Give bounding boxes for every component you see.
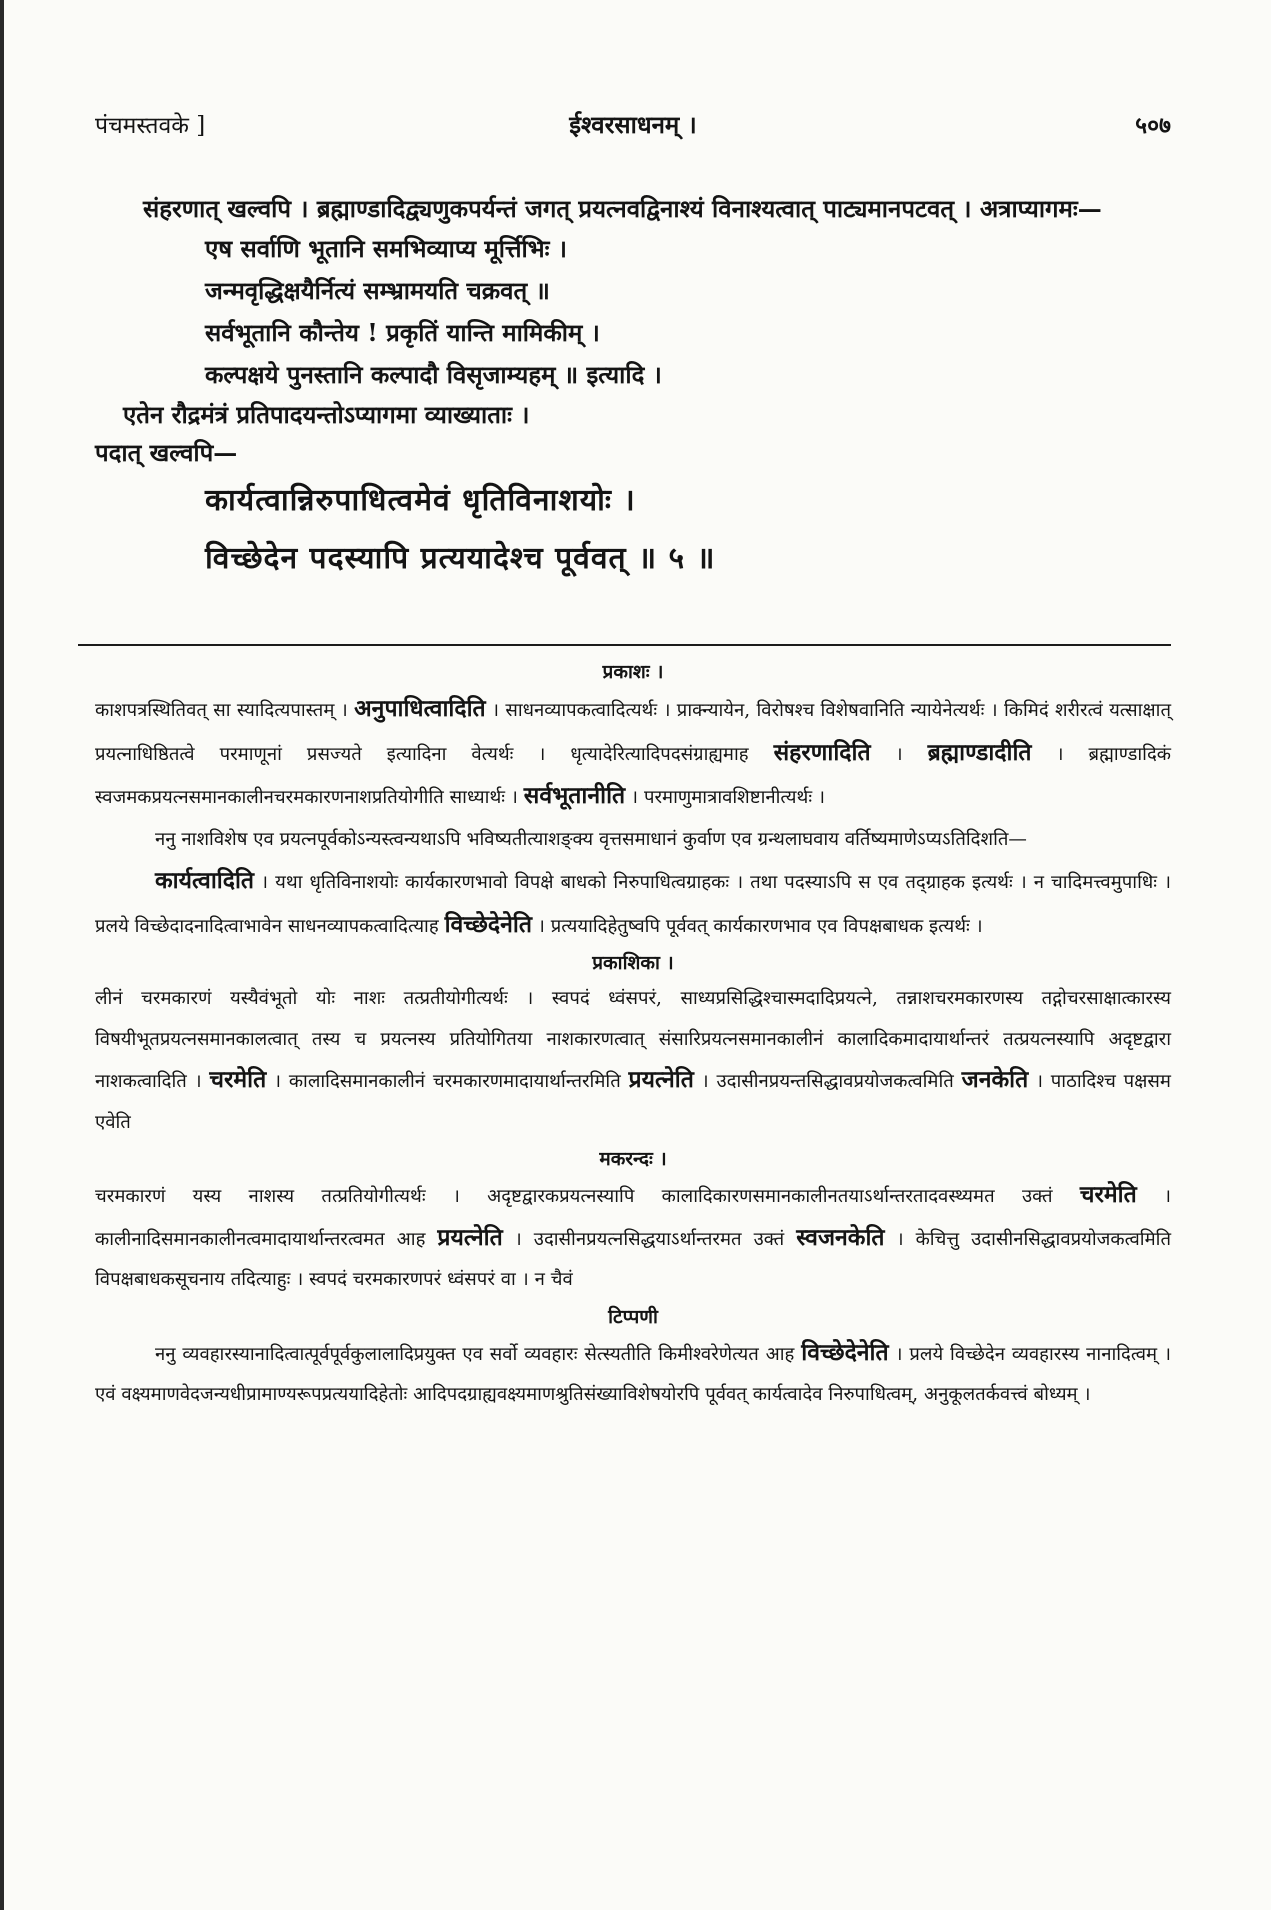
main-paragraph: पदात् खल्वपि— <box>95 438 238 467</box>
main-text <box>95 190 1171 588</box>
commentary-paragraph: कार्यत्वादिति । यथा धृतिविनाशयोः कार्यकारणभावो विपक्षे बाधको निरुपाधित्वग्राहकः । तथा पदस्याऽपि स एव तद्ग्राहक इत्यर्थः । न चादिमत्त्वमुपाधिः । प्रलये विच्छेदादनादित्वाभावेन साधनव्यापकत्वादित्याह विच्छेदेनेति । प्रत्ययादिहेतुष्वपि पूर्ववत् कार्यकारणभाव एव विपक्षबाधक इत्यर्थः । <box>95 867 1171 938</box>
page-number: ५०७ <box>1135 112 1171 139</box>
page-spine-edge <box>0 0 4 1910</box>
verse-line: एष सर्वाणि भूतानि समभिव्याप्य मूर्त्तिभिः । <box>205 234 567 263</box>
commentary-paragraph: चरमकारणं यस्य नाशस्य तत्प्रतियोगीत्यर्थः । अदृष्टद्वारकप्रयत्नस्यापि कालादिकारणसमानकालीनतयाऽर्थान्तरतादवस्थ्यमत उक्तं चरमेति । कालीनादिसमानकालीनत्वमादायार्थान्तरत्वमत आह प्रयत्नेति । उदासीनप्रयत्नसिद्धयाऽर्थान्तरमत उक्तं स्वजनकेति । केचित्तु उदासीनसिद्धावप्रयोजकत्वमिति विपक्षबाधकसूचनाय तदित्याहुः । स्वपदं चरमकारणपरं ध्वंसपरं वा । न चैवं <box>95 1181 1171 1290</box>
running-head <box>95 108 1171 148</box>
section-divider <box>78 644 1171 646</box>
main-paragraph: एतेन रौद्रमंत्रं प्रतिपादयन्तोऽप्यागमा व्याख्याताः । <box>123 400 530 429</box>
commentary-paragraph: काशपत्रस्थितिवत् सा स्यादित्यपास्तम् । अनुपाधित्वादिति । साधनव्यापकत्वादित्यर्थः । प्राक्न्यायेन, विरोषश्च विशेषवानिति न्यायेनेत्यर्थः । किमिदं शरीरत्वं यत्साक्षात् प्रयत्नाधिष्ठितत्वे परमाणूनां प्रसज्यते इत्यादिना वेत्यर्थः । धृत्यादेरित्यादिपदसंग्राह्यमाह संहरणादिति । ब्रह्माण्डादीति । ब्रह्माण्डादिकं स्वजमकप्रयत्नसमानकालीनचरमकारणनाशप्रतियोगीति साध्यार्थः । सर्वभूतानीति । परमाणुमात्रावशिष्टानीत्यर्थः । <box>95 695 1171 809</box>
commentary-heading: मकरन्दः । <box>599 1148 667 1170</box>
verse-line: जन्मवृद्धिक्षयैर्नित्यं सम्भ्रामयति चक्रवत् ॥ <box>205 276 550 305</box>
karika-line: कार्यत्वान्निरुपाधित्वमेवं धृतिविनाशयोः । <box>205 483 636 518</box>
verse-line: सर्वभूतानि कौन्तेय ! प्रकृतिं यान्ति मामिकीम् । <box>205 318 600 347</box>
commentary-section <box>95 656 1171 1416</box>
commentary-heading: प्रकाशिका । <box>592 952 674 974</box>
karika-block <box>95 472 1171 588</box>
main-paragraph: संहरणात् खल्वपि । ब्रह्माण्डादिद्व्यणुकपर्यन्तं जगत् प्रयत्नवद्विनाश्यं विनाश्यत्वात् पाट्यमानपटवत् । अत्राप्यागमः— <box>143 194 1102 223</box>
verse-block <box>95 228 1171 396</box>
commentary-heading: प्रकाशः । <box>602 661 664 683</box>
karika-line: विच्छेदेन पदस्यापि प्रत्ययादेश्च पूर्ववत् ॥ ५ ॥ <box>205 541 716 576</box>
verse-line: कल्पक्षये पुनस्तानि कल्पादौ विसृजाम्यहम् ॥ इत्यादि । <box>205 360 662 389</box>
running-head-section: पंचमस्तवके ] <box>95 113 206 139</box>
commentary-paragraph: लीनं चरमकारणं यस्यैवंभूतो योः नाशः तत्प्रतीयोगीत्यर्थः । स्वपदं ध्वंसपरं, साध्यप्रसिद्धिश्चास्मदादिप्रयत्ने, तन्नाशचरमकारणस्य तद्गोचरसाक्षात्कारस्य विषयीभूतप्रयत्नसमानकालत्वात् तस्य च प्रयत्नस्य प्रतियोगितया नाशकारणत्वात् संसारिप्रयत्नसमानकालीनं कालादिकमादायार्थान्तरं तत्प्रयत्नस्यापि अदृष्टद्वारा नाशकत्वादिति । चरमेति । कालादिसमानकालीनं चरमकारणमादायार्थान्तरमिति प्रयत्नेति । उदासीनप्रयन्तसिद्धावप्रयोजकत्वमिति जनकेति । पाठादिश्च पक्षसम एवेति <box>95 988 1171 1133</box>
commentary-heading: टिप्पणी <box>608 1305 658 1328</box>
commentary-paragraph: ननु व्यवहारस्यानादित्वात्पूर्वपूर्वकुलालादिप्रयुक्त एव सर्वो व्यवहारः सेत्स्यतीति किमीश्वरेणेत्यत आह विच्छेदेनेति । प्रलये विच्छेदेन व्यवहारस्य नानादित्वम् । एवं वक्ष्यमाणवेदजन्यधीप्रामाण्यरूपप्रत्ययादिहेतोः आदिपदग्राह्यवक्ष्यमाणश्रुतिसंख्याविशेषयोरपि पूर्ववत् कार्यत्वादेव निरुपाधित्वम्, अनुकूलतर्कवत्त्वं बोध्यम् । <box>95 1338 1171 1405</box>
commentary-paragraph: ननु नाशविशेष एव प्रयत्नपूर्वकोऽन्यस्त्वन्यथाऽपि भविष्यतीत्याशङ्क्य वृत्तसमाधानं कुर्वाण एव ग्रन्थलाघवाय वर्तिष्यमाणेऽप्यऽतिदिशति— <box>155 828 1027 850</box>
running-head-title: ईश्वरसाधनम् । <box>569 110 697 139</box>
